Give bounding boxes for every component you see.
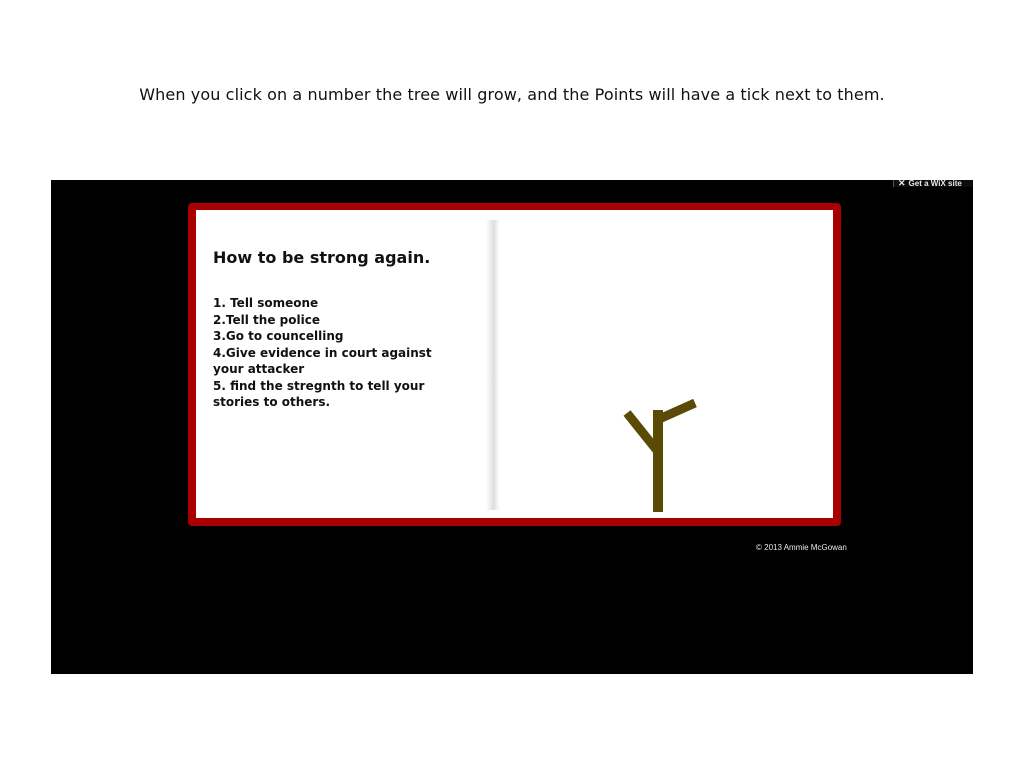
book-heading: How to be strong again. [213, 248, 431, 267]
left-page [196, 210, 496, 518]
right-page [500, 210, 833, 518]
slide-caption: When you click on a number the tree will grow, and the Points will have a tick next to them. [139, 85, 885, 104]
book-frame [188, 203, 841, 526]
embedded-website-screenshot [51, 180, 973, 674]
book-pages [196, 210, 833, 518]
book-spine-shadow [486, 220, 500, 510]
close-icon[interactable]: ✕ [898, 180, 906, 187]
get-wix-site-banner[interactable] [893, 180, 973, 187]
banner-divider [893, 180, 894, 187]
points-list [213, 295, 438, 411]
wix-banner-label: Get a WiX site [908, 180, 962, 187]
point-item-5[interactable]: 5. find the stregnth to tell your stories to others. [213, 378, 425, 409]
copyright-text: © 2013 Ammie McGowan [756, 543, 847, 552]
tree-graphic [500, 210, 833, 518]
point-item-2[interactable]: 2.Tell the police [213, 312, 320, 327]
point-item-4[interactable]: 4.Give evidence in court against your attacker [213, 345, 432, 376]
point-item-3[interactable]: 3.Go to councelling [213, 329, 344, 343]
point-item-1[interactable]: 1. Tell someone [213, 296, 319, 310]
